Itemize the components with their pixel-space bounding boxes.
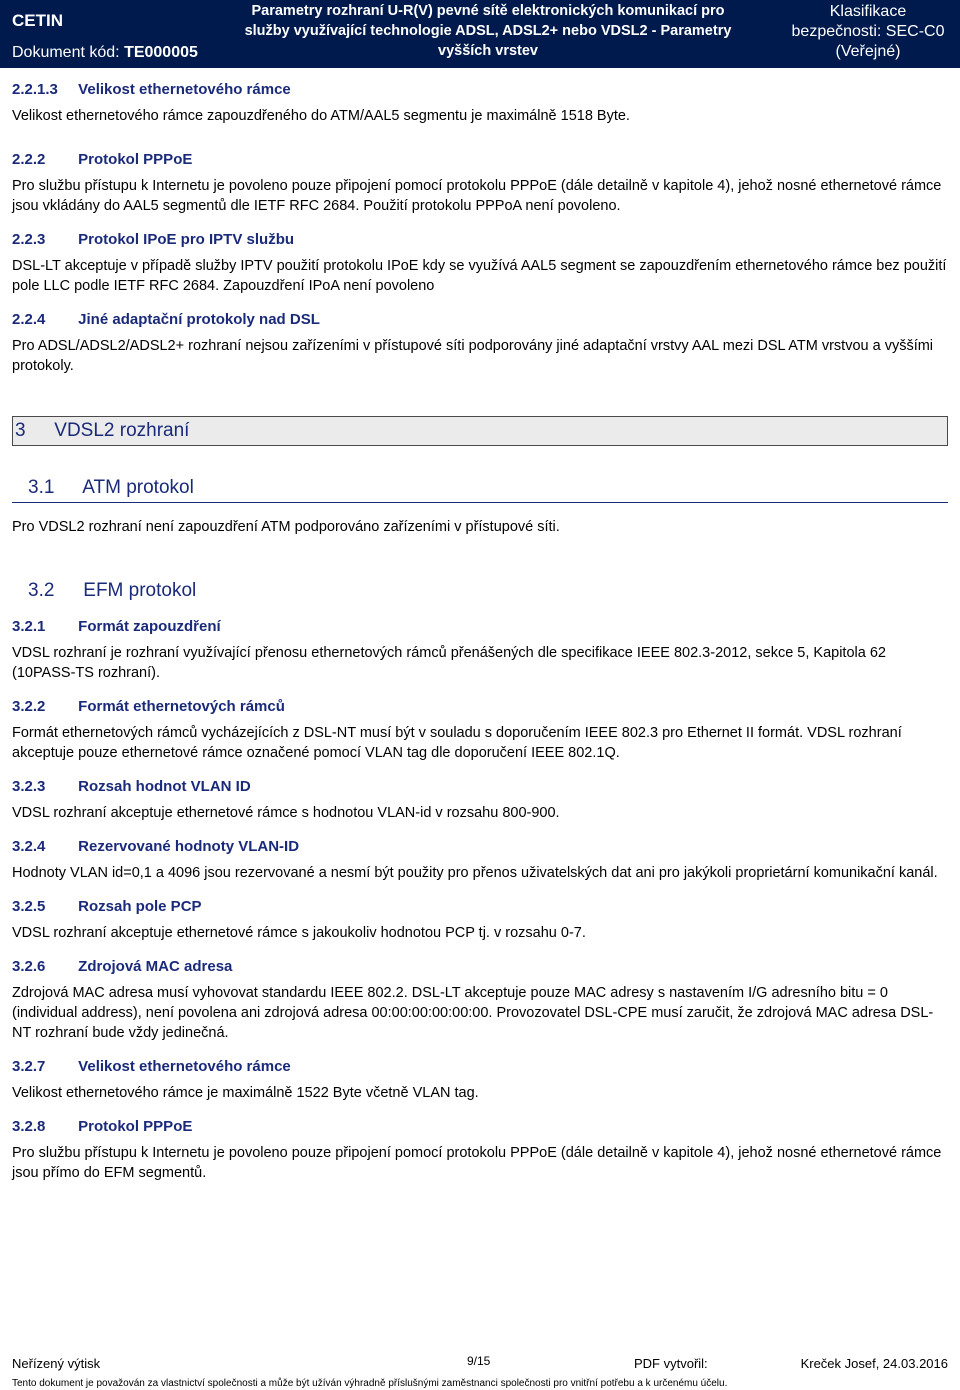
- section-title: Protokol PPPoE: [78, 1118, 193, 1135]
- section-text: DSL-LT akceptuje v případě služby IPTV použití protokolu IPoE kdy se využívá AAL5 segment se zapouzdřením ethernetového rámce bez použití pole LLC podle IETF RFC 2684. Zapouzdření IPoA není povoleno: [12, 258, 947, 294]
- section-heading: [12, 837, 948, 857]
- print-status: Neřízený výtisk: [12, 1356, 101, 1371]
- section-title: Jiné adaptační protokoly nad DSL: [78, 311, 320, 328]
- subchapter-number: 3.2: [28, 580, 55, 601]
- section-heading: [12, 617, 948, 637]
- document-code: [12, 44, 198, 62]
- security-classification: Klasifikace bezpečnosti: SEC-C0 (Veřejné): [791, 3, 945, 60]
- section-title: Formát zapouzdření: [78, 618, 221, 635]
- chapter-title: VDSL2 rozhraní: [54, 420, 190, 441]
- section-text: VDSL rozhraní akceptuje ethernetové rámce s hodnotou VLAN-id v rozsahu 800-900.: [12, 805, 560, 821]
- section-text: Velikost ethernetového rámce zapouzdřeného do ATM/AAL5 segmentu je maximálně 1518 Byte.: [12, 108, 630, 124]
- section-text: Zdrojová MAC adresa musí vyhovovat standardu IEEE 802.2. DSL-LT akceptuje pouze MAC adresy s nastavením I/G adresního bitu = 0 (individual address), není povolena ani zdrojová adresa 00:00:00:00:00:00. Provozovatel DSL-CPE musí zaručit, že zdrojová MAC adresa DSL-NT rozhraní bude vždy jedinečná.: [12, 985, 934, 1041]
- section-heading: [12, 957, 948, 977]
- section-number: 3.2.4: [12, 838, 46, 855]
- section-number: 3.2.8: [12, 1118, 46, 1135]
- subchapter-title: EFM protokol: [83, 580, 197, 601]
- document-body: [12, 80, 948, 1183]
- created-by-label: PDF vytvořil:: [634, 1356, 708, 1371]
- section-heading: [12, 697, 948, 717]
- subchapter-title: ATM protokol: [82, 477, 194, 498]
- section-number: 3.2.7: [12, 1058, 46, 1075]
- section-text: Velikost ethernetového rámce je maximálně 1522 Byte včetně VLAN tag.: [12, 1085, 479, 1101]
- section-title: Velikost ethernetového rámce: [78, 81, 291, 98]
- document-code-value: TE000005: [124, 44, 198, 61]
- document-footer: [12, 1350, 948, 1390]
- section-text: Formát ethernetových rámců vycházejících z DSL-NT musí být v souladu s doporučením IEEE 802.3 pro Ethernet II formát. VDSL rozhraní akceptuje pouze ethernetové rámce označené pomocí VLAN tag dle doporučení IEEE 802.1Q.: [12, 725, 902, 761]
- section-text: Pro službu přístupu k Internetu je povoleno pouze připojení pomocí protokolu PPPoE (dále detailně v kapitole 4), jehož nosné ethernetové rámce jsou vkládány do AAL5 segmentů dle IETF RFC 2684. Použití protokolu PPPoA není povoleno.: [12, 178, 942, 214]
- page-number: 9/15: [467, 1354, 491, 1368]
- company-logo: CETIN: [12, 11, 63, 30]
- section-text: Hodnoty VLAN id=0,1 a 4096 jsou rezervované a nesmí být použity pro přenos uživatelských dat ani pro jakýkoli proprietární komunikační kanál.: [12, 865, 938, 881]
- section-title: Velikost ethernetového rámce: [78, 1058, 291, 1075]
- chapter-heading: [12, 416, 948, 446]
- section-number: 3.2.6: [12, 958, 46, 975]
- subchapter-heading: [12, 579, 948, 603]
- section-heading: [12, 897, 948, 917]
- section-number: 3.2.1: [12, 618, 46, 635]
- chapter-number: 3: [15, 420, 26, 441]
- document-header: [0, 0, 960, 68]
- subchapter-heading: [12, 476, 948, 503]
- section-text: Pro ADSL/ADSL2/ADSL2+ rozhraní nejsou zařízeními v přístupové síti podporovány jiné adaptační vrstvy AAL mezi DSL ATM vrstvou a vyššími protokoly.: [12, 338, 934, 374]
- section-number: 2.2.2: [12, 151, 46, 168]
- section-text: Pro službu přístupu k Internetu je povoleno pouze připojení pomocí protokolu PPPoE (dále detailně v kapitole 4), jehož nosné ethernetové rámce jsou přímo do EFM segmentů.: [12, 1145, 942, 1181]
- section-title: Protokol IPoE pro IPTV službu: [78, 231, 295, 248]
- section-title: Formát ethernetových rámců: [78, 698, 285, 715]
- section-title: Zdrojová MAC adresa: [78, 958, 233, 975]
- section-number: 2.2.3: [12, 231, 46, 248]
- section-heading: [12, 310, 948, 330]
- section-title: Rezervované hodnoty VLAN-ID: [78, 838, 300, 855]
- subchapter-number: 3.1: [28, 477, 55, 498]
- section-title: Rozsah pole PCP: [78, 898, 202, 915]
- document-title: Parametry rozhraní U-R(V) pevné sítě elektronických komunikací pro služby využívající technologie ADSL, ADSL2+ nebo VDSL2 - Parametry vyšších vrstev: [244, 3, 732, 59]
- section-number: 3.2.2: [12, 698, 46, 715]
- section-heading: [12, 150, 948, 170]
- section-number: 3.2.3: [12, 778, 46, 795]
- section-heading: [12, 1117, 948, 1137]
- section-heading: [12, 230, 948, 250]
- section-number: 3.2.5: [12, 898, 46, 915]
- section-heading: [12, 777, 948, 797]
- section-heading: [12, 1057, 948, 1077]
- section-title: Rozsah hodnot VLAN ID: [78, 778, 251, 795]
- section-text: VDSL rozhraní akceptuje ethernetové rámce s jakoukoliv hodnotou PCP tj. v rozsahu 0-7.: [12, 925, 586, 941]
- section-text: VDSL rozhraní je rozhraní využívající přenosu ethernetových rámců přenášených dle specifikace IEEE 802.3-2012, sekce 5, Kapitola 62 (10PASS-TS rozhraní).: [12, 645, 886, 681]
- section-title: Protokol PPPoE: [78, 151, 193, 168]
- section-number: 2.2.4: [12, 311, 46, 328]
- section-text: Pro VDSL2 rozhraní není zapouzdření ATM podporováno zařízeními v přístupové síti.: [12, 519, 560, 535]
- section-heading: [12, 80, 948, 100]
- section-number: 2.2.1.3: [12, 81, 58, 98]
- author-date: Kreček Josef, 24.03.2016: [800, 1356, 948, 1371]
- document-code-label: Dokument kód:: [12, 44, 120, 61]
- confidentiality-note: Tento dokument je považován za vlastnictví společnosti a může být užíván výhradně příslušnými zaměstnanci společnosti pro vnitřní potřebu a k určenému účelu.: [12, 1378, 728, 1389]
